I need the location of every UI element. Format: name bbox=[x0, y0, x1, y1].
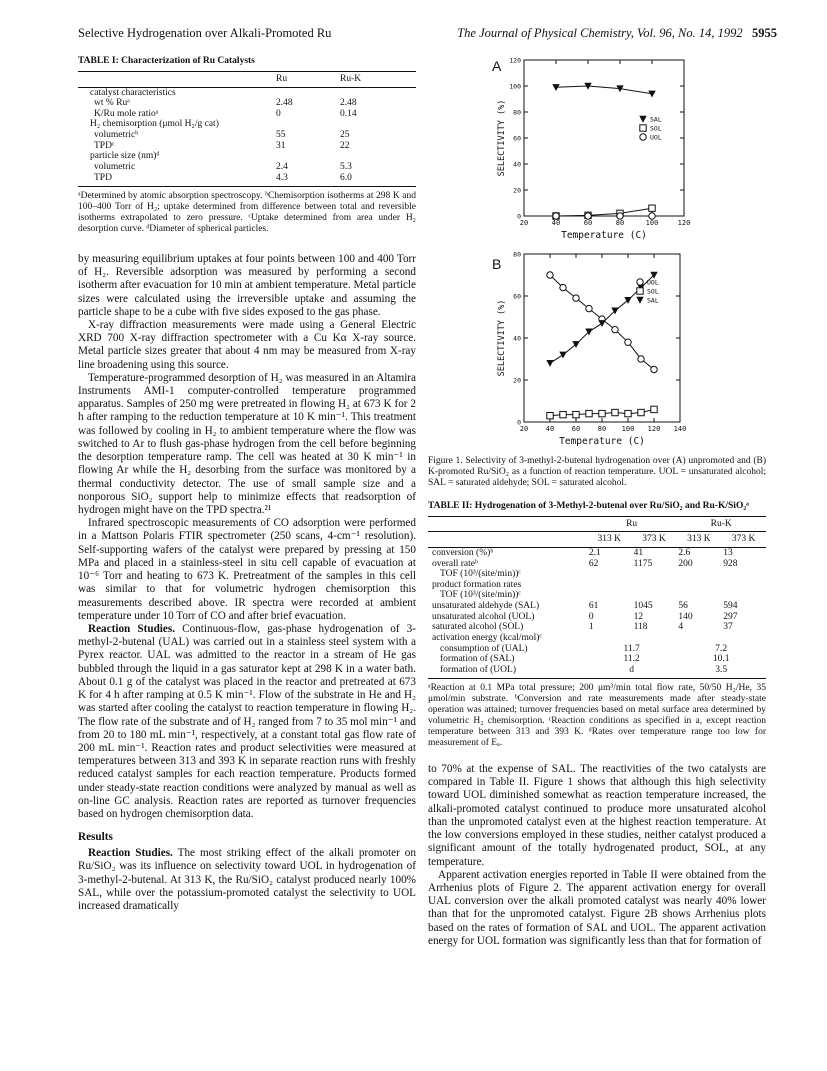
paragraph: Infrared spectroscopic measurements of CO adsorption were performed in a Mattson Polaris FTIR spectrometer (250 scans, 4-cm⁻¹ resolution). Self-supporting wafers of the catalyst were prepared by pressing at 150 MPa and placed in a stainless-steel in situ cell capable of evacuation at 10⁻⁶ Torr and heating to 673 K. Pretreatment of the samples in this cell was similar to that for volumetric hydrogen chemisorption this measurements described above. IR spectra were recorded at ambient temperature under 10 Torr of CO and after brief evacuation. bbox=[78, 517, 416, 622]
paragraph: Apparent activation energies reported in Table II were obtained from the Arrhenius plots of Figure 2. The apparent activation energy for overall UAL conversion over the alkali promoted catalyst was nearly 40% lower than that for the unpromoted catalyst. Figure 2B shows Arrhenius plots based on the rates of formation of SAL and UOL. The apparent activation energy for UOL formation was significantly less than that for formation of bbox=[428, 868, 766, 947]
legend-marker-sol bbox=[637, 288, 643, 294]
table1-row bbox=[78, 151, 416, 162]
table1-cell: 55 bbox=[276, 130, 286, 141]
table2-cell: 3.5 bbox=[676, 665, 766, 679]
table2-row bbox=[428, 644, 766, 655]
data-point-uol bbox=[553, 213, 559, 219]
paragraph-text: The most striking effect of the alkali promoter on Ru/SiO₂ was its influence on selectivity toward UOL in hydrogenation of 3-methyl-2-butenal. At 313 K, the Ru/SiO₂ catalyst produced nearly 100% SAL, while over the potassium-promoted catalyst the selectivity to UOL increased dramatically bbox=[78, 847, 416, 913]
y-tick-label: 40 bbox=[513, 160, 521, 169]
table2-cell bbox=[676, 633, 766, 644]
table2-temp: 373 K bbox=[721, 532, 766, 548]
data-point-sal bbox=[648, 91, 655, 98]
table2-row-label: TOF (10³/(site/min))ᶜ bbox=[440, 590, 521, 601]
table2-temp: 313 K bbox=[676, 532, 721, 548]
table2-caption: TABLE II: Hydrogenation of 3-Methyl-2-butenal over Ru/SiO₂ and Ru-K/SiO₂ᵃ bbox=[428, 500, 749, 511]
table1-row-label: H₂ chemisorption (μmol H₂/g cat) bbox=[90, 119, 219, 130]
table2 bbox=[428, 516, 766, 680]
table1-cell: 0.14 bbox=[340, 108, 357, 119]
table2-cell: 11.7 bbox=[623, 643, 640, 654]
legend-marker-sal bbox=[636, 297, 643, 304]
series-line-sol bbox=[556, 208, 652, 216]
left-column bbox=[78, 56, 416, 913]
table2-cell: 7.2 bbox=[715, 643, 728, 654]
table2-cell: 200 bbox=[678, 558, 693, 569]
right-column bbox=[428, 56, 766, 948]
table1-row bbox=[78, 119, 416, 130]
page-number: 5955 bbox=[752, 26, 777, 40]
table2-temp: 373 K bbox=[632, 532, 677, 548]
table1-row-label: TPDᶜ bbox=[94, 140, 115, 151]
table1-row bbox=[78, 130, 416, 141]
x-tick-label: 100 bbox=[621, 425, 635, 433]
table2-row bbox=[428, 559, 766, 570]
table2-cell: 2.1 bbox=[588, 547, 601, 558]
figure-panel-b bbox=[428, 250, 766, 450]
figure-caption: Figure 1. Selectivity of 3-methyl-2-butenal hydrogenation over (A) unpromoted and (B) K-promoted Ru/SiO₂ as a function of reaction temperature. UOL = unsaturated alcohol; SAL = saturated aldehyde; SOL = saturated alcohol. bbox=[428, 456, 766, 488]
table1-cell: 2.48 bbox=[276, 98, 293, 109]
table1-cell: 2.48 bbox=[340, 98, 357, 109]
table1-cell: 31 bbox=[276, 140, 286, 151]
legend-marker-uol bbox=[640, 134, 646, 140]
table2-cell bbox=[676, 569, 721, 580]
data-point-sol bbox=[547, 413, 553, 419]
table2-cell: 37 bbox=[723, 622, 733, 633]
table1-cell: 6.0 bbox=[338, 173, 416, 187]
data-point-sol bbox=[599, 410, 605, 416]
x-axis-label: Temperature (C) bbox=[559, 436, 645, 447]
table2-row-label: unsaturated alcohol (UOL) bbox=[432, 611, 535, 622]
y-tick-label: 20 bbox=[513, 186, 521, 195]
y-tick-label: 0 bbox=[517, 212, 521, 221]
data-point-sol bbox=[649, 205, 655, 211]
table1-row-label: catalyst characteristics bbox=[90, 87, 176, 98]
legend-label-sal: SAL bbox=[647, 296, 659, 305]
table1-row bbox=[78, 87, 416, 98]
data-point-uol bbox=[612, 326, 618, 332]
running-header-right bbox=[457, 26, 777, 41]
table1-cell bbox=[338, 87, 416, 98]
table1-row-label: volumetric bbox=[94, 161, 136, 172]
y-tick-label: 80 bbox=[513, 250, 521, 259]
table2-row-label: formation of (SAL) bbox=[440, 654, 515, 665]
y-axis-label: SELECTIVITY (%) bbox=[497, 299, 507, 377]
x-tick-label: 140 bbox=[673, 425, 687, 433]
table2-cell: 2.6 bbox=[678, 547, 691, 558]
section-heading-results: Results bbox=[78, 831, 113, 844]
data-point-sol bbox=[586, 410, 592, 416]
table2-row bbox=[428, 547, 766, 558]
table2-row bbox=[428, 569, 766, 580]
table2-cell: 56 bbox=[678, 601, 688, 612]
panel-label-b: B bbox=[492, 256, 502, 272]
data-point-uol bbox=[560, 284, 566, 290]
table1-notes: ᵃDetermined by atomic absorption spectroscopy. ᵇChemisorption isotherms at 298 K and 100–400 Torr of H₂; uptake determined from difference between total and reversible isotherms extrapolated to zero pressure. ᶜUptake determined from area under H₂ desorption curve. ᵈDiameter of spherical particles. bbox=[78, 191, 416, 234]
table2-cell bbox=[632, 580, 677, 591]
y-tick-label: 40 bbox=[513, 334, 521, 343]
table1-row bbox=[78, 109, 416, 120]
table2-row bbox=[428, 633, 766, 644]
table2-temp: 313 K bbox=[587, 532, 632, 548]
table2-row bbox=[428, 612, 766, 623]
y-tick-label: 100 bbox=[509, 82, 521, 91]
paragraph: X-ray diffraction measurements were made using a General Electric XRD 700 X-ray diffraction spectrometer with a Cu Kα X-ray source. Metal particle sizes greater that about 4 nm may be measured from X-ray line broadening using this source. bbox=[78, 318, 416, 371]
table2-cell: 118 bbox=[633, 622, 648, 633]
table2-group-ru: Ru bbox=[587, 516, 677, 532]
table2-cell bbox=[587, 580, 632, 591]
table2-row-label: formation of (UOL) bbox=[428, 665, 587, 679]
table1-row bbox=[78, 173, 416, 187]
x-tick-label: 120 bbox=[647, 425, 661, 433]
data-point-sal bbox=[559, 352, 566, 359]
table1-cell: 4.3 bbox=[274, 173, 338, 187]
data-point-sol bbox=[638, 409, 644, 415]
data-point-uol bbox=[638, 356, 644, 362]
x-tick-label: 20 bbox=[519, 425, 529, 433]
x-tick-label: 80 bbox=[615, 219, 625, 227]
data-point-sal bbox=[546, 360, 553, 367]
table2-row-label: consumption of (UAL) bbox=[440, 643, 528, 654]
table2-row-label: overall rateᵇ bbox=[432, 558, 478, 569]
y-tick-label: 60 bbox=[513, 134, 521, 143]
runin-heading: Reaction Studies. bbox=[88, 847, 173, 860]
figure-panel-a bbox=[428, 56, 766, 246]
x-tick-label: 60 bbox=[571, 425, 581, 433]
chart-a bbox=[428, 56, 766, 246]
table2-cell bbox=[632, 569, 677, 580]
table1-row-label: particle size (nm)ᵈ bbox=[90, 151, 160, 162]
data-point-uol bbox=[585, 213, 591, 219]
x-tick-label: 120 bbox=[677, 219, 691, 227]
paragraph-text: Continuous-flow, gas-phase hydrogenation of 3-methyl-2-butenal (UAL) was carried out in a stainless steel system with a Pyrex reactor. UAL was admitted to the reactor in a stream of He gas bubbled through the liquid in a gas saturator kept at 298 K in a water bath. About 0.1 g of the catalyst was placed in the reactor and pretreated at 673 K for 4 h after ramping at 0.5 K min⁻¹. Flow of the substrate in He and H₂ was started after cooling the catalyst to reaction temperature in flowing H₂. The flow rate of the substrate and of H₂ ranged from 7 to 35 mol min⁻¹ and from 20 to 180 mL min⁻¹, respectively, at a constant total gas flow rate of 200 mL min⁻¹. Reaction rates and product selectivities were measured at temperatures between 313 and 393 K in separate reaction runs with freshly reduced catalyst samples for each reaction temperature. Products formed under steady-state reaction conditions were analyzed by manual as well as on-line GC analysis. Reaction rates are reported as turnover frequencies based on hydrogen chemisorption data. bbox=[78, 622, 416, 821]
table2-cell bbox=[721, 590, 766, 601]
panel-label-a: A bbox=[492, 58, 502, 74]
y-tick-label: 0 bbox=[517, 418, 521, 427]
table2-cell: 4 bbox=[678, 622, 684, 633]
table1-cell: 25 bbox=[340, 130, 350, 141]
table1-col-ru: Ru bbox=[274, 71, 338, 87]
table2-cell bbox=[676, 580, 721, 591]
paragraph: Temperature-programmed desorption of H₂ was measured in an Altamira Instruments AMI-1 computer-controlled temperature programmed apparatus. Samples of 250 mg were pretreated in flowing H₂ at 673 K for 2 h after ramping to the reduction temperature at 10 K min⁻¹. This treatment was followed by cooling in H₂ to ambient temperature where the flow was switched to Ar to flush gas-phase hydrogen from the cell before beginning the desorption temperature ramp. The cell was heated at 30 K min⁻¹ in flowing Ar while the H₂ desorbing from the surface was monitored by a thermal conductivity detector. The use of small sample size and a nonporous SiO₂ support help to minimize effects that readsorption of hydrogen might have on the TPD spectra.²¹ bbox=[78, 371, 416, 517]
data-point-uol bbox=[625, 339, 631, 345]
table2-cell: 12 bbox=[633, 611, 644, 622]
journal-citation: The Journal of Physical Chemistry, Vol. 96, No. 14, 1992 bbox=[457, 26, 743, 40]
legend-label-sal: SAL bbox=[650, 115, 662, 124]
table1-cell: 2.4 bbox=[276, 161, 288, 172]
data-point-sol bbox=[625, 410, 631, 416]
table2-cell bbox=[587, 569, 632, 580]
paragraph bbox=[78, 623, 416, 821]
table1-cell bbox=[274, 87, 338, 98]
data-point-sol bbox=[573, 411, 579, 417]
table2-cell bbox=[587, 633, 677, 644]
runin-heading: Reaction Studies. bbox=[88, 622, 176, 635]
table1-cell: 22 bbox=[340, 140, 350, 151]
legend-label-uol: UOL bbox=[650, 133, 662, 142]
table2-cell: 928 bbox=[723, 558, 738, 569]
table2-cell: d bbox=[587, 665, 677, 679]
table1-row bbox=[78, 162, 416, 173]
table1-row-label: wt % Ruᵃ bbox=[94, 98, 130, 109]
table1-row-label: K/Ru mole ratioᵃ bbox=[94, 108, 159, 119]
data-point-uol bbox=[651, 366, 657, 372]
table2-notes: ᵃReaction at 0.1 MPa total pressure; 200 μm³/min total flow rate, 50/50 H₂/He, 35 μmol/min substrate. ᵇConversion and rate measurements made after steady-state operation was attained; turnover frequencies based on metal surface area determined by volumetric H₂ chemisorption. ᶜReaction conditions as specified in a, except reaction temperature between 313 and 393 K. ᵈRates over temperature range too low for measurement of Eₐ. bbox=[428, 683, 766, 749]
table2-cell bbox=[676, 590, 721, 601]
table1-cell: 0 bbox=[276, 108, 281, 119]
x-tick-label: 80 bbox=[597, 425, 607, 433]
legend-label-sol: SOL bbox=[647, 287, 659, 296]
data-point-uol bbox=[573, 295, 579, 301]
x-axis-label: Temperature (C) bbox=[561, 230, 647, 241]
table2-group-ruk: Ru-K bbox=[676, 516, 766, 532]
data-point-uol bbox=[586, 305, 592, 311]
legend-marker-sal bbox=[639, 116, 646, 123]
data-point-uol bbox=[617, 213, 623, 219]
table2-cell: 0 bbox=[588, 611, 594, 622]
x-tick-label: 60 bbox=[583, 219, 593, 227]
data-point-uol bbox=[649, 213, 655, 219]
table2-cell: 140 bbox=[678, 611, 693, 622]
table1-row bbox=[78, 98, 416, 109]
table2-row-label: TOF (10³/(site/min))ᶜ bbox=[440, 569, 521, 580]
table1-cell: 5.3 bbox=[340, 161, 352, 172]
table2-cell: 1 bbox=[588, 622, 594, 633]
table1-cell bbox=[338, 151, 416, 162]
table1-col-ruk: Ru-K bbox=[338, 71, 416, 87]
y-tick-label: 60 bbox=[513, 292, 521, 301]
table2-cell: 11.2 bbox=[623, 654, 640, 665]
table1-row-label: volumetricᵇ bbox=[94, 130, 139, 141]
legend-marker-uol bbox=[637, 279, 643, 285]
chart-b bbox=[428, 250, 766, 450]
x-tick-label: 40 bbox=[551, 219, 561, 227]
series-line-sal bbox=[556, 86, 652, 94]
paragraph bbox=[78, 847, 416, 913]
data-point-sal bbox=[598, 320, 605, 327]
data-point-sol bbox=[560, 411, 566, 417]
table2-row-label: product formation rates bbox=[432, 579, 522, 590]
table2-cell: 10.1 bbox=[712, 654, 730, 665]
running-header-left: Selective Hydrogenation over Alkali-Promoted Ru bbox=[78, 26, 332, 40]
legend-label-sol: SOL bbox=[650, 124, 662, 133]
table2-row-label: activation energy (kcal/mol)ᶜ bbox=[432, 632, 542, 643]
table2-cell: 297 bbox=[723, 611, 738, 622]
table2-row bbox=[428, 580, 766, 591]
table1-cell bbox=[338, 119, 416, 130]
x-tick-label: 40 bbox=[545, 425, 555, 433]
y-tick-label: 80 bbox=[513, 108, 521, 117]
table2-cell bbox=[721, 569, 766, 580]
y-tick-label: 120 bbox=[509, 56, 521, 65]
table2-row-label: conversion (%)ᵇ bbox=[432, 547, 494, 558]
table1-cell bbox=[274, 151, 338, 162]
table1 bbox=[78, 71, 416, 187]
table2-cell: 13 bbox=[723, 547, 733, 558]
table2-cell: 62 bbox=[588, 558, 599, 569]
data-point-sol bbox=[612, 409, 618, 415]
table2-cell bbox=[721, 580, 766, 591]
table2-cell: 1175 bbox=[633, 558, 653, 569]
paragraph: to 70% at the expense of SAL. The reactivities of the two catalysts are compared in Table II. Figure 1 shows that although this high selectivity toward UOL diminished somewhat as reaction temperature increased, the alkali-promoted catalyst continued to produce more unsaturated alcohol than the unpromoted catalyst even at the highest reaction temperature. At the low conversions employed in these studies, neither catalyst produced a significant amount of the totally hydrogenated product, SOL, at any temperature. bbox=[428, 762, 766, 868]
data-point-uol bbox=[547, 272, 553, 278]
table2-cell: 1045 bbox=[633, 601, 653, 612]
legend-label-uol: UOL bbox=[647, 278, 659, 287]
table1-caption: TABLE I: Characterization of Ru Catalysts bbox=[78, 56, 255, 66]
table2-row bbox=[428, 665, 766, 679]
table2-row bbox=[428, 654, 766, 665]
table2-cell bbox=[587, 590, 632, 601]
table2-row bbox=[428, 622, 766, 633]
left-body-text bbox=[78, 253, 416, 914]
table2-cell: 61 bbox=[588, 601, 599, 612]
data-point-sol bbox=[651, 406, 657, 412]
table2-row bbox=[428, 601, 766, 612]
paragraph: by measuring equilibrium uptakes at four points between 100 and 400 Torr of H₂. Reversible adsorption was measured by performing a second isotherm after evacuation for 10 min at ambient temperature. Metal particle sizes were calculated using the irreversible uptake and assuming the particle shape to be a cube with five sides exposed to the gas phase. bbox=[78, 252, 416, 318]
table2-cell: 41 bbox=[633, 547, 644, 558]
table2-cell: 594 bbox=[723, 601, 738, 612]
table2-row bbox=[428, 590, 766, 601]
table1-row bbox=[78, 141, 416, 152]
y-axis-label: SELECTIVITY (%) bbox=[497, 99, 507, 177]
table2-row-label: unsaturated aldehyde (SAL) bbox=[432, 601, 540, 612]
table1-row-label: TPD bbox=[78, 173, 274, 187]
table2-cell bbox=[632, 590, 677, 601]
table1-cell bbox=[274, 119, 338, 130]
table2-row-label: saturated alcohol (SOL) bbox=[432, 622, 524, 633]
x-tick-label: 20 bbox=[519, 219, 529, 227]
right-body-text bbox=[428, 763, 766, 948]
x-tick-label: 100 bbox=[645, 219, 659, 227]
y-tick-label: 20 bbox=[513, 376, 521, 385]
legend-marker-sol bbox=[640, 125, 646, 131]
